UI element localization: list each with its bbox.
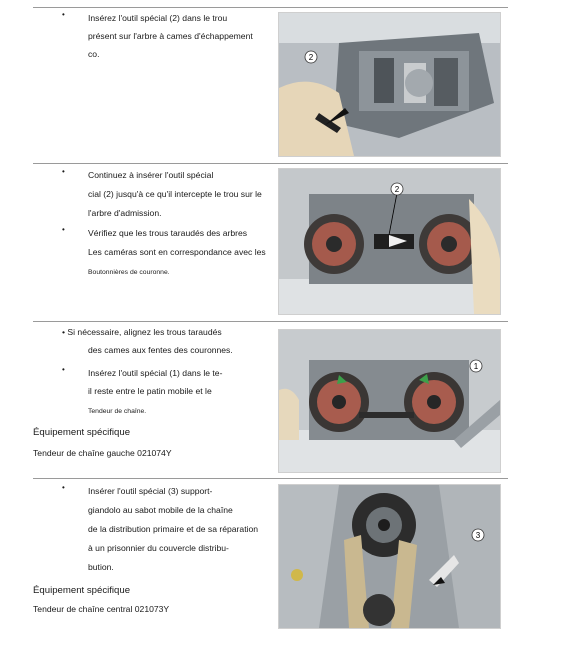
instruction-line: présent sur l'arbre à cames d'échappement [88, 31, 253, 41]
engine-photo-illustration [279, 13, 500, 156]
instruction-line: il reste entre le patin mobile et le [88, 386, 212, 396]
instruction-line: l'arbre d'admission. [88, 208, 162, 218]
callout-label: 2 [394, 185, 400, 194]
callout-label: 2 [308, 53, 314, 62]
engine-photo-cam-sprockets [278, 168, 501, 315]
instruction-line: Vérifiez que les trous taraudés des arbres [88, 228, 248, 238]
instruction-line: Insérer l'outil spécial (3) support- [88, 486, 213, 496]
section-divider [33, 163, 508, 164]
instruction-line: Insérez l'outil spécial (1) dans le te- [88, 368, 223, 378]
tool-spec: Tendeur de chaîne central 021073Y [33, 604, 170, 614]
bullet: • [62, 167, 65, 176]
engine-photo-exhaust-cam [278, 12, 501, 157]
section-heading: Équipement spécifique [33, 585, 131, 596]
bullet: • [62, 225, 65, 234]
engine-photo-chain-tensioner-central [278, 484, 501, 629]
section-heading: Équipement spécifique [33, 427, 131, 438]
bullet: • [62, 10, 65, 19]
callout-label: 1 [473, 362, 479, 371]
instruction-line: bution. [88, 562, 114, 572]
section-divider [33, 478, 508, 479]
instruction-line: de la distribution primaire et de sa réparation [88, 524, 259, 534]
instruction-line: des cames aux fentes des couronnes. [88, 345, 233, 355]
engine-photo-chain-tensioner-left [278, 329, 501, 473]
instruction-line: à un prisonnier du couvercle distribu- [88, 543, 229, 553]
instruction-line: cial (2) jusqu'à ce qu'il intercepte le trou sur le [88, 189, 262, 199]
engine-photo-illustration [279, 485, 500, 628]
engine-photo-illustration [279, 330, 500, 472]
bullet: • [62, 483, 65, 492]
instruction-line: • Si nécessaire, alignez les trous taraudés [62, 327, 222, 337]
instruction-line: giandolo au sabot mobile de la chaîne [88, 505, 233, 515]
instruction-line: Boutonnières de couronne. [88, 269, 170, 276]
section-divider [33, 321, 508, 322]
instruction-line: Continuez à insérer l'outil spécial [88, 170, 214, 180]
bullet: • [62, 365, 65, 374]
instruction-line: Tendeur de chaîne. [88, 408, 147, 415]
engine-photo-illustration [279, 169, 500, 314]
instruction-line: Insérez l'outil spécial (2) dans le trou [88, 13, 228, 23]
callout-label: 3 [475, 531, 481, 540]
instruction-line: co. [88, 49, 100, 59]
section-divider [33, 7, 508, 8]
instruction-line: Les caméras sont en correspondance avec les [88, 247, 266, 257]
tool-spec: Tendeur de chaîne gauche 021074Y [33, 448, 172, 458]
